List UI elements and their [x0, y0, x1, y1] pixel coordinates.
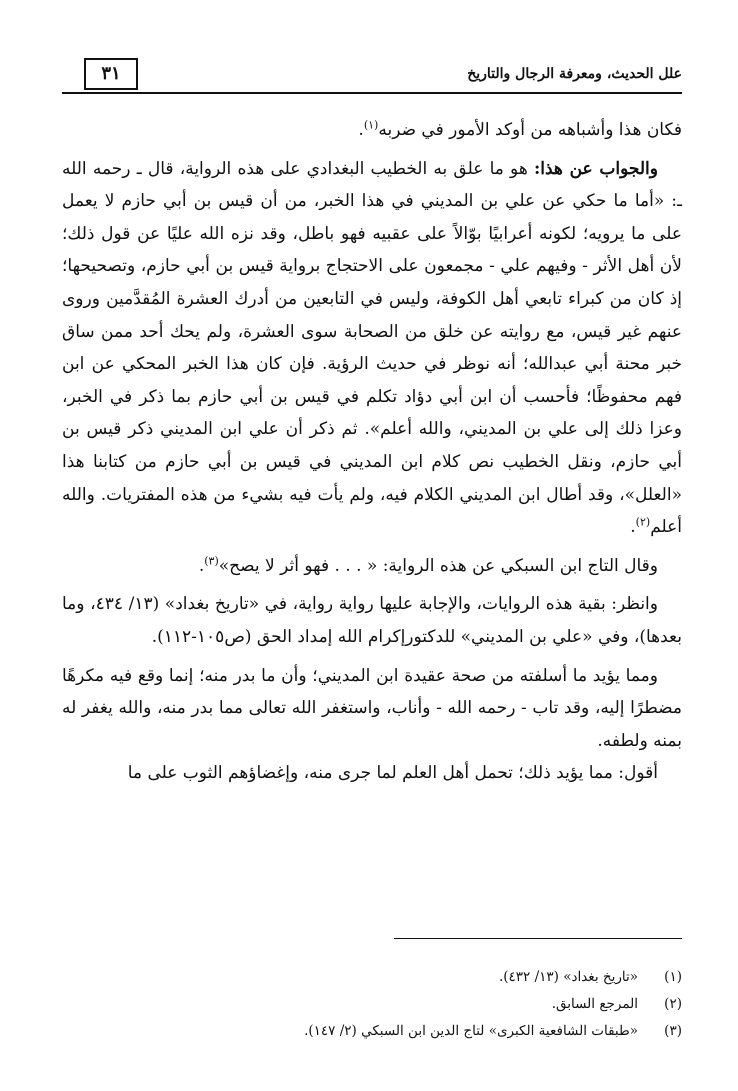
- running-title: علل الحديث، ومعرفة الرجال والتاريخ: [467, 66, 682, 82]
- footnotes: [62, 964, 682, 1045]
- footnote-number: (١): [664, 969, 682, 985]
- footnote-number: (٣): [664, 1023, 682, 1039]
- running-header: [62, 58, 682, 94]
- footnote-text: المرجع السابق.: [551, 996, 638, 1012]
- paragraph-6: أقول: مما يؤيد ذلك؛ تحمل أهل العلم لما جرى منه، وإغضاؤهم الثوب على ما: [127, 763, 658, 784]
- paragraph-1-end: .: [358, 120, 364, 140]
- paragraph-2: [62, 153, 682, 544]
- paragraph-3-text: وقال التاج ابن السبكي عن هذه الرواية: « . . . فهو أثر لا يصح»: [218, 555, 658, 576]
- book-page: [62, 58, 682, 1068]
- answer-lead: والجواب عن هذا:: [534, 158, 658, 179]
- page-number: ٣١: [84, 58, 138, 90]
- main-text: [62, 114, 682, 790]
- footnote-text: «طبقات الشافعية الكبرى» لتاج الدين ابن السبكي (٢/ ١٤٧).: [304, 1023, 638, 1039]
- paragraph-2-text: هو ما علق به الخطيب البغدادي على هذه الرواية، قال ـ رحمه الله ـ: «أما ما حكي عن علي بن المديني في هذا الخبر، من أن قيس بن أبي حازم لا يعمل على ما يرويه؛ لكونه أعرابيًا بوّالاً على عقبيه فهو باطل، وقد نزه الله عليًا عن قول ذلك؛ لأن أهل الأثر - وفيهم علي - مجمعون على الاحتجاج برواية قيس بن أبي حازم، وتصحيحها؛ إذ كان من كبراء تابعي أهل الكوفة، وليس في التابعين من أدرك العشرة المُقدَّمين وروى عنهم غير قيس، مع روايته عن خلق من الصحابة سوى العشرة، ولم يحك أحد ممن ساق خبر محنة أبي عبدالله؛ أنه نوظر في حديث الرؤية. فإن كان هذا الخبر المحكي عن ابن فهم محفوظًا؛ فأحسب أن ابن أبي دؤاد تكلم في قيس بن أبي حازم بما ذكر في الخبر، وعزا ذلك إلى علي بن المديني، والله أعلم». ثم ذكر أن علي ابن المديني ذكر قيس بن أبي حازم، ونقل الخطيب نص كلام ابن المديني في قيس بن أبي حازم من كتابنا هذا «العلل»، وقد أطال ابن المديني الكلام فيه، ولم يأت فيه بشيء من هذه المفتريات. والله أعلم: [62, 158, 682, 538]
- footnote-item: [62, 964, 682, 991]
- footnote-separator: [394, 938, 682, 939]
- footnote-item: [62, 1018, 682, 1045]
- paragraph-3-end: .: [198, 555, 205, 576]
- footnote-ref-1: (١): [363, 118, 379, 132]
- paragraph-5: ومما يؤيد ما أسلفته من صحة عقيدة ابن المديني؛ وأن ما بدر منه؛ إنما وقع فيه مكرهًا مضطرًا إليه، وقد تاب - رحمه الله - وأناب، واستغفر الله تعالى مما بدر منه، والله يغفر له بمنه ولطفه.: [62, 665, 682, 751]
- paragraph-4: وانظر: بقية هذه الروايات، والإجابة عليها رواية رواية، في «تاريخ بغداد» (١٣/ ٤٣٤، وما بعدها)، وفي «علي بن المديني» للدكتورإكرام الله إمداد الحق (ص١٠٥-١١٢).: [62, 594, 682, 647]
- footnote-number: (٢): [664, 996, 682, 1012]
- paragraph-3: [62, 550, 682, 583]
- footnote-text: «تاريخ بغداد» (١٣/ ٤٣٢).: [498, 969, 638, 985]
- footnote-item: [62, 991, 682, 1018]
- paragraph-1: [62, 114, 682, 147]
- paragraph-2-end: .: [630, 517, 636, 538]
- paragraph-1-text: فكان هذا وأشباهه من أوكد الأمور في ضربه: [378, 120, 682, 140]
- footnote-ref-2: (٢): [635, 515, 651, 529]
- footnote-ref-3: (٣): [204, 554, 219, 568]
